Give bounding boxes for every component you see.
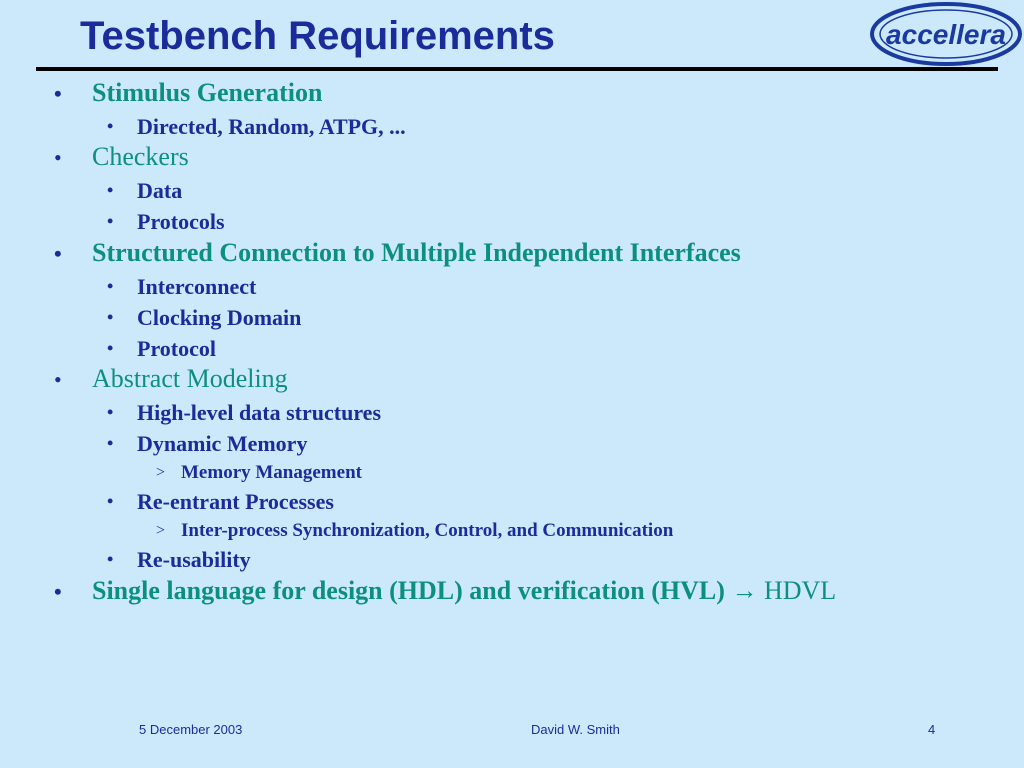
footer-page-number: 4 xyxy=(928,722,936,737)
bullet-text: Data xyxy=(137,178,183,203)
bullet-text: Checkers xyxy=(92,142,189,171)
bullet-text: Stimulus Generation xyxy=(92,78,323,107)
bullet-level2 xyxy=(107,305,302,331)
logo-text: accellera xyxy=(886,19,1006,50)
accellera-logo xyxy=(868,0,1024,68)
bullet-marker: • xyxy=(54,367,62,392)
bullet-level2 xyxy=(107,489,334,515)
bullet-level3 xyxy=(156,520,674,542)
bullet-marker: • xyxy=(54,145,62,170)
title-divider xyxy=(36,67,998,71)
bullet-level3 xyxy=(156,462,362,484)
bullet-text: Structured Connection to Multiple Independent Interfaces xyxy=(92,238,741,267)
bullet-level2 xyxy=(107,547,251,573)
bullet-level1 xyxy=(54,576,837,606)
bullet-text: Re-entrant Processes xyxy=(137,489,334,514)
bullet-level2 xyxy=(107,431,308,457)
bullet-text: Single language for design (HDL) and verification (HVL) xyxy=(92,576,725,605)
bullet-text: Protocols xyxy=(137,209,225,234)
bullet-text: Clocking Domain xyxy=(137,305,302,330)
sub-bullet-marker: > xyxy=(156,522,166,539)
bullet-marker: • xyxy=(54,241,62,266)
bullet-text: Abstract Modeling xyxy=(92,364,288,393)
bullet-marker: • xyxy=(107,491,114,511)
bullet-level2 xyxy=(107,274,257,300)
bullet-level2 xyxy=(107,178,183,204)
bullet-text: High-level data structures xyxy=(137,400,382,425)
bullet-level1 xyxy=(54,142,189,172)
bullet-text: Protocol xyxy=(137,336,217,361)
bullet-marker: • xyxy=(107,116,114,136)
bullet-text: Directed, Random, ATPG, ... xyxy=(137,114,406,139)
bullet-marker: • xyxy=(107,402,114,422)
bullet-level1 xyxy=(54,364,288,394)
bullet-level2 xyxy=(107,209,225,235)
bullet-marker: • xyxy=(107,549,114,569)
bullet-marker: • xyxy=(54,81,62,106)
bullet-marker: • xyxy=(107,433,114,453)
bullet-text: Inter-process Synchronization, Control, and Communication xyxy=(181,520,674,541)
footer-date: 5 December 2003 xyxy=(139,722,243,737)
bullet-level1 xyxy=(54,78,323,108)
bullet-marker: • xyxy=(107,338,114,358)
bullet-text: Memory Management xyxy=(181,462,362,483)
bullet-suffix: → HDVL xyxy=(724,576,837,605)
bullet-marker: • xyxy=(107,276,114,296)
bullet-level1 xyxy=(54,238,741,268)
bullet-text: Re-usability xyxy=(137,547,251,572)
bullet-level2 xyxy=(107,400,382,426)
bullet-level2 xyxy=(107,114,406,140)
bullet-marker: • xyxy=(107,211,114,231)
bullet-marker: • xyxy=(107,180,114,200)
bullet-level2 xyxy=(107,336,217,362)
bullet-marker: • xyxy=(54,579,62,604)
bullet-text: Interconnect xyxy=(137,274,257,299)
sub-bullet-marker: > xyxy=(156,464,166,481)
slide-title: Testbench Requirements xyxy=(80,14,555,58)
footer-author: David W. Smith xyxy=(531,722,620,737)
bullet-text: Dynamic Memory xyxy=(137,431,308,456)
bullet-marker: • xyxy=(107,307,114,327)
